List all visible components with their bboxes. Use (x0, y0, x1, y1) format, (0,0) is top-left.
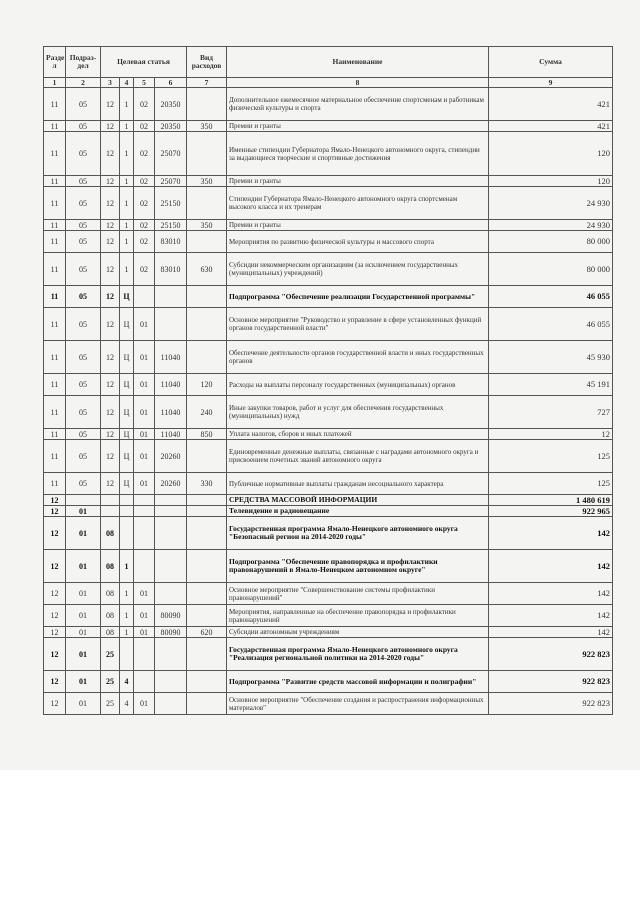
table-row (44, 583, 613, 605)
activity-cell (134, 671, 155, 693)
expense-type-cell: 350 (187, 121, 227, 132)
program-cell: 08 (101, 627, 120, 638)
direction-cell (155, 495, 187, 506)
subsection-cell: 01 (66, 671, 101, 693)
section-cell: 11 (44, 121, 66, 132)
sum-cell: 727 (489, 396, 613, 429)
sum-cell: 922 823 (489, 671, 613, 693)
subprogram-cell: 4 (120, 671, 134, 693)
activity-cell: 02 (134, 176, 155, 187)
section-cell: 11 (44, 341, 66, 374)
table-row (44, 440, 613, 473)
table-row (44, 605, 613, 627)
sum-cell: 142 (489, 517, 613, 550)
name-cell: Мероприятия по развитию физической культуры и массового спорта (227, 231, 489, 253)
program-cell: 25 (101, 693, 120, 715)
program-cell: 12 (101, 88, 120, 121)
sum-cell: 421 (489, 88, 613, 121)
section-cell: 11 (44, 473, 66, 495)
program-cell: 12 (101, 429, 120, 440)
expense-type-cell (187, 495, 227, 506)
sum-cell: 421 (489, 121, 613, 132)
subsection-cell: 01 (66, 517, 101, 550)
activity-cell: 01 (134, 440, 155, 473)
subprogram-cell: 1 (120, 253, 134, 286)
direction-cell: 25150 (155, 220, 187, 231)
section-cell: 11 (44, 396, 66, 429)
section-cell: 11 (44, 132, 66, 176)
name-cell: Премии и гранты (227, 176, 489, 187)
activity-cell: 02 (134, 220, 155, 231)
sum-cell: 45 930 (489, 341, 613, 374)
name-cell: Государственная программа Ямало-Ненецкого автономного округа "Безопасный регион на 2014-2020 годы" (227, 517, 489, 550)
subsection-cell: 05 (66, 187, 101, 220)
header-section: Разде л (44, 47, 66, 78)
section-cell: 11 (44, 220, 66, 231)
activity-cell: 02 (134, 88, 155, 121)
subsection-cell: 01 (66, 550, 101, 583)
name-cell: Премии и гранты (227, 121, 489, 132)
name-cell: Уплата налогов, сборов и иных платежей (227, 429, 489, 440)
subprogram-cell: Ц (120, 374, 134, 396)
program-cell: 12 (101, 341, 120, 374)
sum-cell: 24 930 (489, 220, 613, 231)
program-cell: 12 (101, 374, 120, 396)
direction-cell (155, 583, 187, 605)
sum-cell: 922 965 (489, 506, 613, 517)
header-target-article: Целевая статья (101, 47, 187, 78)
subprogram-cell: 1 (120, 583, 134, 605)
name-cell: Подпрограмма "Обеспечение правопорядка и профилактики правонарушений в Ямало-Ненецком автономном округе" (227, 550, 489, 583)
activity-cell: 01 (134, 583, 155, 605)
direction-cell (155, 308, 187, 341)
activity-cell: 01 (134, 308, 155, 341)
expense-type-cell: 630 (187, 253, 227, 286)
subsection-cell: 05 (66, 132, 101, 176)
section-cell: 11 (44, 231, 66, 253)
table-row (44, 671, 613, 693)
direction-cell (155, 286, 187, 308)
expense-type-cell: 120 (187, 374, 227, 396)
direction-cell: 80090 (155, 627, 187, 638)
subsection-cell: 05 (66, 286, 101, 308)
name-cell: Подпрограмма "Обеспечение реализации Государственной программы" (227, 286, 489, 308)
program-cell: 12 (101, 308, 120, 341)
section-cell: 11 (44, 253, 66, 286)
subprogram-cell: 1 (120, 550, 134, 583)
subprogram-cell (120, 638, 134, 671)
sum-cell: 12 (489, 429, 613, 440)
subprogram-cell: 4 (120, 693, 134, 715)
section-cell: 12 (44, 495, 66, 506)
activity-cell: 02 (134, 253, 155, 286)
expense-type-cell (187, 693, 227, 715)
expense-type-cell: 330 (187, 473, 227, 495)
section-cell: 11 (44, 187, 66, 220)
section-cell: 11 (44, 88, 66, 121)
expense-type-cell (187, 132, 227, 176)
expense-type-cell (187, 341, 227, 374)
direction-cell: 25070 (155, 176, 187, 187)
expense-type-cell (187, 506, 227, 517)
subprogram-cell: Ц (120, 473, 134, 495)
section-cell: 12 (44, 671, 66, 693)
program-cell: 12 (101, 220, 120, 231)
activity-cell: 01 (134, 429, 155, 440)
name-cell: Премии и гранты (227, 220, 489, 231)
direction-cell (155, 671, 187, 693)
direction-cell: 20350 (155, 88, 187, 121)
subprogram-cell: Ц (120, 341, 134, 374)
subsection-cell (66, 495, 101, 506)
sum-cell: 922 823 (489, 638, 613, 671)
table-row (44, 506, 613, 517)
expense-type-cell: 350 (187, 220, 227, 231)
sum-cell: 142 (489, 605, 613, 627)
activity-cell: 02 (134, 121, 155, 132)
header-subsection: Подраз- дел (66, 47, 101, 78)
program-cell: 12 (101, 473, 120, 495)
subsection-cell: 01 (66, 506, 101, 517)
subprogram-cell: Ц (120, 308, 134, 341)
header-sum: Сумма (489, 47, 613, 78)
section-cell: 11 (44, 429, 66, 440)
subprogram-cell: 1 (120, 231, 134, 253)
section-cell: 12 (44, 638, 66, 671)
column-number: 3 (101, 78, 120, 88)
subsection-cell: 05 (66, 396, 101, 429)
expense-type-cell (187, 583, 227, 605)
subprogram-cell: 1 (120, 187, 134, 220)
direction-cell (155, 517, 187, 550)
table-row (44, 429, 613, 440)
activity-cell: 02 (134, 132, 155, 176)
section-cell: 11 (44, 440, 66, 473)
sum-cell: 120 (489, 176, 613, 187)
direction-cell (155, 550, 187, 583)
column-number: 8 (227, 78, 489, 88)
activity-cell (134, 638, 155, 671)
program-cell: 25 (101, 638, 120, 671)
activity-cell: 01 (134, 341, 155, 374)
subprogram-cell: Ц (120, 396, 134, 429)
table-row (44, 473, 613, 495)
direction-cell: 11040 (155, 429, 187, 440)
subsection-cell: 05 (66, 440, 101, 473)
name-cell: Иные закупки товаров, работ и услуг для обеспечения государственных (муниципальных) нужд (227, 396, 489, 429)
table-row (44, 495, 613, 506)
column-number: 7 (187, 78, 227, 88)
section-cell: 12 (44, 605, 66, 627)
table-row (44, 341, 613, 374)
table-row (44, 517, 613, 550)
section-cell: 12 (44, 583, 66, 605)
sum-cell: 80 000 (489, 253, 613, 286)
section-cell: 11 (44, 374, 66, 396)
table-row (44, 286, 613, 308)
column-number: 9 (489, 78, 613, 88)
name-cell: Мероприятия, направленные на обеспечение правопорядка и профилактики правонарушений (227, 605, 489, 627)
table-row (44, 550, 613, 583)
table-row (44, 627, 613, 638)
activity-cell: 01 (134, 605, 155, 627)
program-cell: 12 (101, 176, 120, 187)
header-expense-type: Вид расходов (187, 47, 227, 78)
activity-cell: 01 (134, 693, 155, 715)
direction-cell: 83010 (155, 231, 187, 253)
activity-cell (134, 517, 155, 550)
table-row (44, 88, 613, 121)
activity-cell (134, 550, 155, 583)
direction-cell: 83010 (155, 253, 187, 286)
section-cell: 12 (44, 693, 66, 715)
expense-type-cell: 350 (187, 176, 227, 187)
direction-cell (155, 506, 187, 517)
table-row (44, 374, 613, 396)
name-cell: Подпрограмма "Развитие средств массовой информации и полиграфии" (227, 671, 489, 693)
name-cell: Обеспечение деятельности органов государственной власти и иных государственных органов (227, 341, 489, 374)
table-row (44, 231, 613, 253)
direction-cell: 20350 (155, 121, 187, 132)
subprogram-cell: 1 (120, 88, 134, 121)
name-cell: СРЕДСТВА МАССОВОЙ ИНФОРМАЦИИ (227, 495, 489, 506)
subprogram-cell: 1 (120, 121, 134, 132)
subprogram-cell: 1 (120, 627, 134, 638)
header-name: Наименование (227, 47, 489, 78)
expense-type-cell: 240 (187, 396, 227, 429)
name-cell: Именные стипендии Губернатора Ямало-Ненецкого автономного округа, стипендии за выдающиеся творческие и спортивные достижения (227, 132, 489, 176)
subsection-cell: 05 (66, 341, 101, 374)
expense-type-cell (187, 308, 227, 341)
subprogram-cell: 1 (120, 605, 134, 627)
column-number: 6 (155, 78, 187, 88)
subprogram-cell (120, 506, 134, 517)
section-cell: 12 (44, 627, 66, 638)
subsection-cell: 01 (66, 583, 101, 605)
program-cell: 12 (101, 231, 120, 253)
program-cell: 08 (101, 583, 120, 605)
table-row (44, 693, 613, 715)
expense-type-cell (187, 550, 227, 583)
activity-cell: 01 (134, 374, 155, 396)
direction-cell: 25070 (155, 132, 187, 176)
section-cell: 11 (44, 308, 66, 341)
activity-cell (134, 286, 155, 308)
activity-cell: 01 (134, 627, 155, 638)
subprogram-cell: Ц (120, 440, 134, 473)
sum-cell: 142 (489, 627, 613, 638)
sum-cell: 1 480 619 (489, 495, 613, 506)
expense-type-cell (187, 517, 227, 550)
table-row (44, 132, 613, 176)
sum-cell: 142 (489, 583, 613, 605)
name-cell: Стипендии Губернатора Ямало-Ненецкого автономного округа спортсменам высокого класса и их тренерам (227, 187, 489, 220)
activity-cell: 01 (134, 396, 155, 429)
direction-cell (155, 638, 187, 671)
section-cell: 12 (44, 506, 66, 517)
program-cell: 12 (101, 440, 120, 473)
section-cell: 11 (44, 176, 66, 187)
subsection-cell: 05 (66, 88, 101, 121)
direction-cell (155, 693, 187, 715)
expense-type-cell (187, 187, 227, 220)
table-row (44, 121, 613, 132)
subsection-cell: 01 (66, 693, 101, 715)
name-cell: Субсидии автономным учреждениям (227, 627, 489, 638)
subsection-cell: 05 (66, 308, 101, 341)
name-cell: Единовременные денежные выплаты, связанные с наградами автономного округа и присвоением почетных званий автономного округа (227, 440, 489, 473)
activity-cell (134, 495, 155, 506)
program-cell (101, 495, 120, 506)
expense-type-cell (187, 286, 227, 308)
section-cell: 12 (44, 550, 66, 583)
name-cell: Публичные нормативные выплаты гражданам несоциального характера (227, 473, 489, 495)
program-cell: 12 (101, 396, 120, 429)
subprogram-cell (120, 495, 134, 506)
name-cell: Телевидение и радиовещание (227, 506, 489, 517)
subsection-cell: 05 (66, 429, 101, 440)
direction-cell: 25150 (155, 187, 187, 220)
sum-cell: 922 823 (489, 693, 613, 715)
table-row (44, 638, 613, 671)
table-row (44, 253, 613, 286)
activity-cell: 02 (134, 187, 155, 220)
program-cell: 08 (101, 550, 120, 583)
program-cell: 08 (101, 517, 120, 550)
program-cell: 12 (101, 253, 120, 286)
subsection-cell: 05 (66, 220, 101, 231)
subsection-cell: 05 (66, 374, 101, 396)
subsection-cell: 05 (66, 473, 101, 495)
column-number: 4 (120, 78, 134, 88)
direction-cell: 11040 (155, 396, 187, 429)
name-cell: Основное мероприятие "Совершенствование системы профилактики правонарушений" (227, 583, 489, 605)
subprogram-cell: 1 (120, 132, 134, 176)
sum-cell: 80 000 (489, 231, 613, 253)
section-cell: 12 (44, 517, 66, 550)
subsection-cell: 01 (66, 627, 101, 638)
budget-table (43, 46, 613, 715)
table-row (44, 220, 613, 231)
activity-cell (134, 506, 155, 517)
expense-type-cell: 620 (187, 627, 227, 638)
expense-type-cell (187, 605, 227, 627)
name-cell: Дополнительное ежемесячное материальное обеспечение спортсменам и работникам физической культуры и спорта (227, 88, 489, 121)
column-number: 2 (66, 78, 101, 88)
subprogram-cell: 1 (120, 220, 134, 231)
table-row (44, 308, 613, 341)
activity-cell: 01 (134, 473, 155, 495)
name-cell: Основное мероприятие "Руководство и управление в сфере установленных функций органов государственной власти" (227, 308, 489, 341)
direction-cell: 11040 (155, 374, 187, 396)
program-cell: 12 (101, 132, 120, 176)
direction-cell: 20260 (155, 473, 187, 495)
subsection-cell: 05 (66, 176, 101, 187)
direction-cell: 80090 (155, 605, 187, 627)
subsection-cell: 05 (66, 253, 101, 286)
direction-cell: 11040 (155, 341, 187, 374)
program-cell: 12 (101, 187, 120, 220)
sum-cell: 24 930 (489, 187, 613, 220)
subsection-cell: 05 (66, 121, 101, 132)
sum-cell: 45 191 (489, 374, 613, 396)
subsection-cell: 01 (66, 638, 101, 671)
subprogram-cell: Ц (120, 429, 134, 440)
expense-type-cell: 850 (187, 429, 227, 440)
section-cell: 11 (44, 286, 66, 308)
name-cell: Субсидии некоммерческим организациям (за исключением государственных (муниципальных) учреждений) (227, 253, 489, 286)
expense-type-cell (187, 638, 227, 671)
expense-type-cell (187, 440, 227, 473)
expense-type-cell (187, 88, 227, 121)
program-cell: 12 (101, 286, 120, 308)
table-row (44, 176, 613, 187)
program-cell: 08 (101, 605, 120, 627)
sum-cell: 125 (489, 473, 613, 495)
sum-cell: 46 055 (489, 308, 613, 341)
subprogram-cell: 1 (120, 176, 134, 187)
program-cell: 12 (101, 121, 120, 132)
name-cell: Государственная программа Ямало-Ненецкого автономного округа "Реализация региональной политики на 2014-2020 годы" (227, 638, 489, 671)
program-cell (101, 506, 120, 517)
name-cell: Основное мероприятие "Обеспечение создания и распространения информационных материалов" (227, 693, 489, 715)
expense-type-cell (187, 671, 227, 693)
table-row (44, 396, 613, 429)
activity-cell: 02 (134, 231, 155, 253)
expense-type-cell (187, 231, 227, 253)
program-cell: 25 (101, 671, 120, 693)
table-row (44, 187, 613, 220)
sum-cell: 125 (489, 440, 613, 473)
subsection-cell: 05 (66, 231, 101, 253)
subsection-cell: 01 (66, 605, 101, 627)
column-number: 1 (44, 78, 66, 88)
sum-cell: 46 055 (489, 286, 613, 308)
column-number: 5 (134, 78, 155, 88)
subprogram-cell (120, 517, 134, 550)
subprogram-cell: Ц (120, 286, 134, 308)
direction-cell: 20260 (155, 440, 187, 473)
column-numbers-row (44, 78, 613, 88)
sum-cell: 142 (489, 550, 613, 583)
name-cell: Расходы на выплаты персоналу государственных (муниципальных) органов (227, 374, 489, 396)
sum-cell: 120 (489, 132, 613, 176)
